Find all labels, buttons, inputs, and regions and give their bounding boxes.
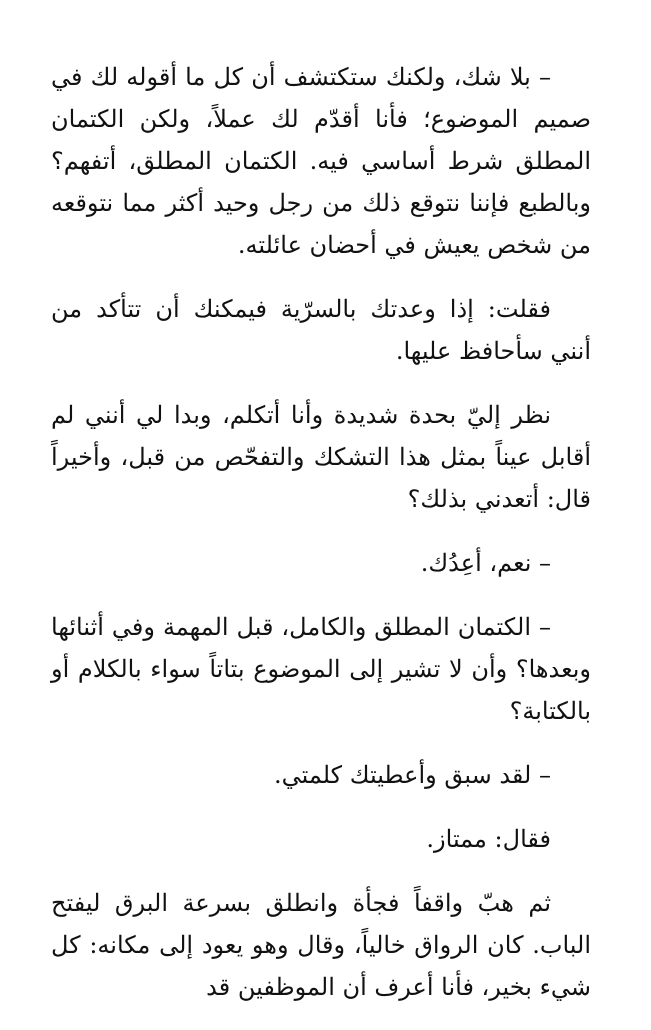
paragraph-6: – لقد سبق وأعطيتك كلمتي.: [273, 761, 551, 789]
paragraph-7: فقال: ممتاز.: [426, 825, 551, 853]
paragraph-3: نظر إليّ بحدة شديدة وأنا أتكلم، وبدا لي أنني لم أقابل عيناً بمثل هذا التشكك والتفحّص من قبل، وأخيراً قال: أتعدني بذلك؟: [51, 401, 591, 513]
paragraph-2: فقلت: إذا وعدتك بالسرّية فيمكنك أن تتأكد من أنني سأحافظ عليها.: [51, 295, 591, 365]
paragraph-4: – نعم، أعِدُك.: [420, 549, 551, 577]
book-page: [51, 56, 591, 1030]
paragraph-1: – بلا شك، ولكنك ستكتشف أن كل ما أقوله لك في صميم الموضوع؛ فأنا أقدّم لك عملاً، ولكن الكتمان المطلق شرط أساسي فيه. الكتمان المطلق، أتفهم؟ وبالطبع فإننا نتوقع ذلك من رجل وحيد أكثر مما نتوقعه من شخص يعيش في أحضان عائلته.: [51, 63, 591, 259]
paragraph-8: ثم هبّ واقفاً فجأة وانطلق بسرعة البرق ليفتح الباب. كان الرواق خالياً، وقال وهو يعود إلى مكانه: كل شيء بخير، فأنا أعرف أن الموظفين قد: [51, 889, 591, 1001]
paragraph-5: – الكتمان المطلق والكامل، قبل المهمة وفي أثنائها وبعدها؟ وأن لا تشير إلى الموضوع بتاتاً سواء بالكلام أو بالكتابة؟: [51, 613, 591, 725]
